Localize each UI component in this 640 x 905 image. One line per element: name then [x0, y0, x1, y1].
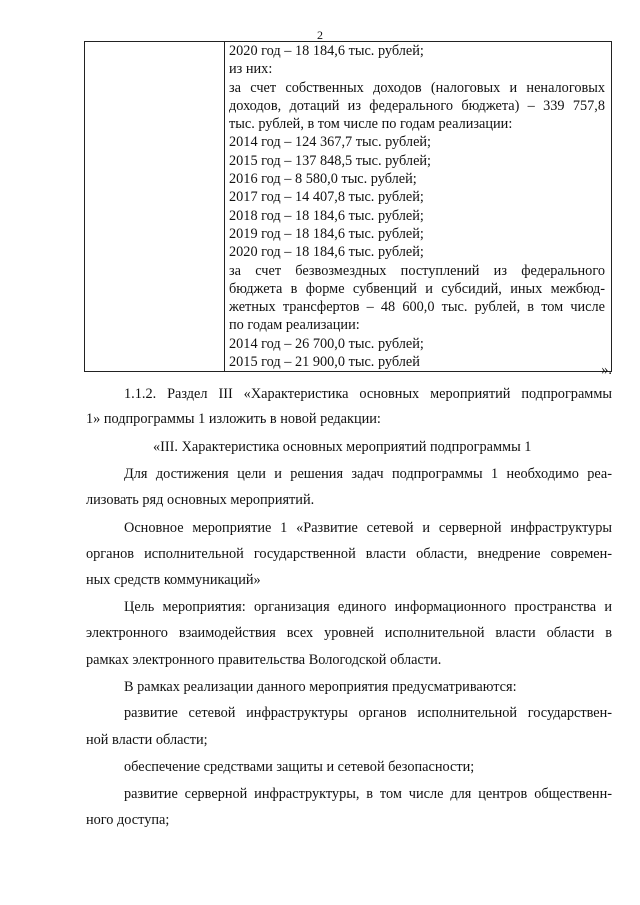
- body-line: Для достижения цели и решения задач подпрограммы 1 необходимо реа-: [124, 466, 612, 482]
- table-line: 2014 год – 26 700,0 тыс. рублей;: [229, 335, 424, 352]
- body-line: рамках электронного правительства Вологодской области.: [86, 652, 442, 668]
- page-number: 2: [317, 28, 323, 42]
- funding-table: [84, 41, 612, 372]
- table-line: 2014 год – 124 367,7 тыс. рублей;: [229, 134, 432, 151]
- body-line: В рамках реализации данного мероприятия предусматриваются:: [124, 679, 517, 695]
- closing-quote: ».: [601, 362, 612, 378]
- table-line: 2018 год – 18 184,6 тыс. рублей;: [229, 207, 424, 224]
- body-line: 1.1.2. Раздел III «Характеристика основных мероприятий подпрограммы: [124, 386, 612, 402]
- body-line: развитие сетевой инфраструктуры органов исполнительной государствен-: [124, 705, 612, 721]
- table-line: 2016 год – 8 580,0 тыс. рублей;: [229, 171, 417, 188]
- section-heading: «III. Характеристика основных мероприятий подпрограммы 1: [153, 439, 532, 455]
- table-line: 2019 год – 18 184,6 тыс. рублей;: [229, 225, 424, 242]
- table-left-cell: [85, 42, 225, 372]
- table-line: доходов, дотаций из федерального бюджета) – 339 757,8: [229, 97, 605, 114]
- table-line: бюджета в форме субвенций и субсидий, иных межбюд-: [229, 280, 605, 297]
- body-line: Основное мероприятие 1 «Развитие сетевой и серверной инфраструктуры: [124, 520, 612, 536]
- body-line: ной власти области;: [86, 732, 208, 748]
- table-line: 2017 год – 14 407,8 тыс. рублей;: [229, 189, 424, 206]
- table-line: за счет собственных доходов (налоговых и неналоговых: [229, 79, 605, 96]
- body-line: ных средств коммуникаций»: [86, 572, 261, 588]
- table-line: 2020 год – 18 184,6 тыс. рублей;: [229, 43, 424, 59]
- table-line: за счет безвозмездных поступлений из федерального: [229, 262, 605, 279]
- table-line: по годам реализации:: [229, 317, 360, 334]
- body-line: электронного взаимодействия всех уровней исполнительной власти области в: [86, 625, 612, 641]
- body-line: развитие серверной инфраструктуры, в том числе для центров общественн-: [124, 786, 612, 802]
- body-line: обеспечение средствами защиты и сетевой безопасности;: [124, 759, 475, 775]
- body-line: лизовать ряд основных мероприятий.: [86, 492, 315, 508]
- body-line: Цель мероприятия: организация единого информационного пространства и: [124, 599, 612, 615]
- body-line: органов исполнительной государственной власти области, внедрение современ-: [86, 546, 612, 562]
- table-line: тыс. рублей, в том числе по годам реализации:: [229, 116, 513, 133]
- table-line: жетных трансфертов – 48 600,0 тыс. рублей, в том числе: [229, 299, 605, 316]
- table-line: 2015 год – 137 848,5 тыс. рублей;: [229, 152, 432, 169]
- table-line: 2020 год – 18 184,6 тыс. рублей;: [229, 244, 424, 261]
- body-line: 1» подпрограммы 1 изложить в новой редакции:: [86, 411, 381, 427]
- table-right-cell: [225, 42, 612, 372]
- table-line: 2015 год – 21 900,0 тыс. рублей: [229, 354, 420, 371]
- body-line: ного доступа;: [86, 812, 170, 828]
- table-line: из них:: [229, 61, 273, 78]
